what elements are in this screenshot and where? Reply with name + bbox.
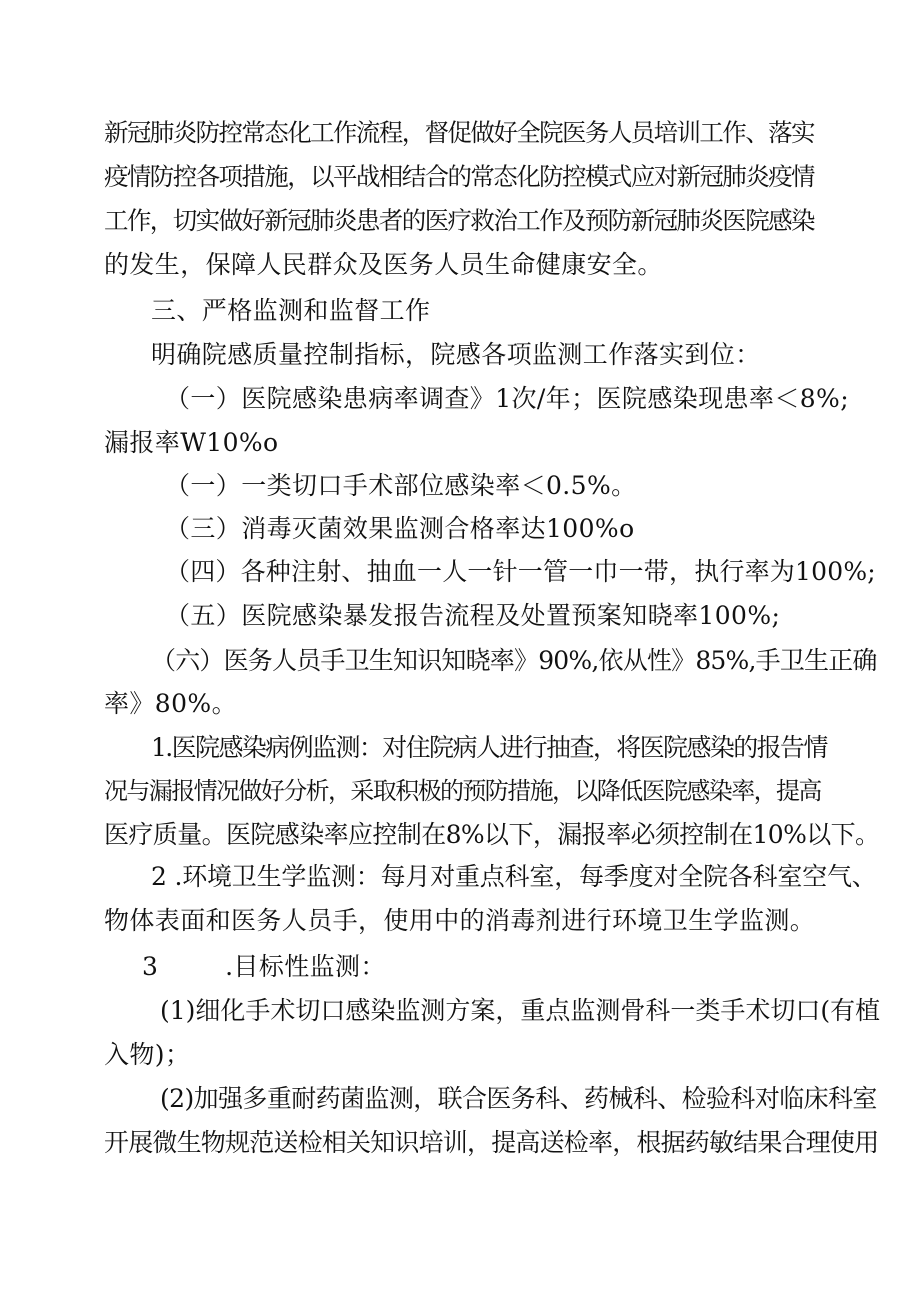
item-3-heading: 3 .目标性监测：	[142, 952, 386, 981]
item-1-line-1: 1.医院感染病例监测：对住院病人进行抽查，将医院感染的报告情	[151, 733, 827, 762]
paragraph-1-line-4: 的发生，保障人民群众及医务人员生命健康安全。	[104, 250, 663, 279]
indicator-6-line-1: （六）医务人员手卫生知识知晓率》90%,依从性》85%,手卫生正确	[151, 646, 877, 675]
sub-item-1-line-1: (1)细化手术切口感染监测方案，重点监测骨科一类手术切口(有植	[160, 996, 881, 1025]
sub-item-2-line-1: (2)加强多重耐药菌监测，联合医务科、药械科、检验科对临床科室	[160, 1084, 877, 1113]
indicator-4: （四）各种注射、抽血一人一针一管一巾一带，执行率为100%;	[165, 557, 876, 586]
indicator-5: （五）医院感染暴发报告流程及处置预案知晓率100%;	[165, 601, 781, 630]
intro-line: 明确院感质量控制指标，院感各项监测工作落实到位：	[151, 340, 761, 369]
item-2-line-2: 物体表面和医务人员手，使用中的消毒剂进行环境卫生学监测。	[104, 906, 816, 935]
sub-item-1-line-2: 入物)；	[104, 1040, 191, 1069]
paragraph-1-line-1: 新冠肺炎防控常态化工作流程，督促做好全院医务人员培训工作、落实	[104, 118, 814, 147]
section-heading-monitoring: 三、严格监测和监督工作	[151, 296, 431, 325]
indicator-6-line-2: 率》80%。	[104, 689, 237, 718]
item-1-line-3: 医疗质量。医院感染率应控制在8%以下，漏报率必须控制在10%以下。	[104, 820, 880, 849]
paragraph-1-line-3: 工作，切实做好新冠肺炎患者的医疗救治工作及预防新冠肺炎医院感染	[104, 206, 814, 235]
indicator-1-line-1: （一）医院感染患病率调查》1次/年；医院感染现患率＜8%;	[165, 384, 850, 413]
item-1-line-2: 况与漏报情况做好分析，采取积极的预防措施，以降低医院感染率，提高	[104, 777, 821, 805]
paragraph-1-line-2: 疫情防控各项措施，以平战相结合的常态化防控模式应对新冠肺炎疫情	[104, 162, 814, 191]
indicator-1-line-2: 漏报率W10%o	[104, 428, 279, 457]
indicator-3: （三）消毒灭菌效果监测合格率达100%o	[165, 514, 635, 543]
sub-item-2-line-2: 开展微生物规范送检相关知识培训，提高送检率，根据药敏结果合理使用	[104, 1128, 879, 1157]
indicator-2: （一）一类切口手术部位感染率＜0.5%。	[165, 471, 637, 500]
item-2-line-1: 2 .环境卫生学监测：每月对重点科室，每季度对全院各科室空气、	[151, 862, 877, 891]
